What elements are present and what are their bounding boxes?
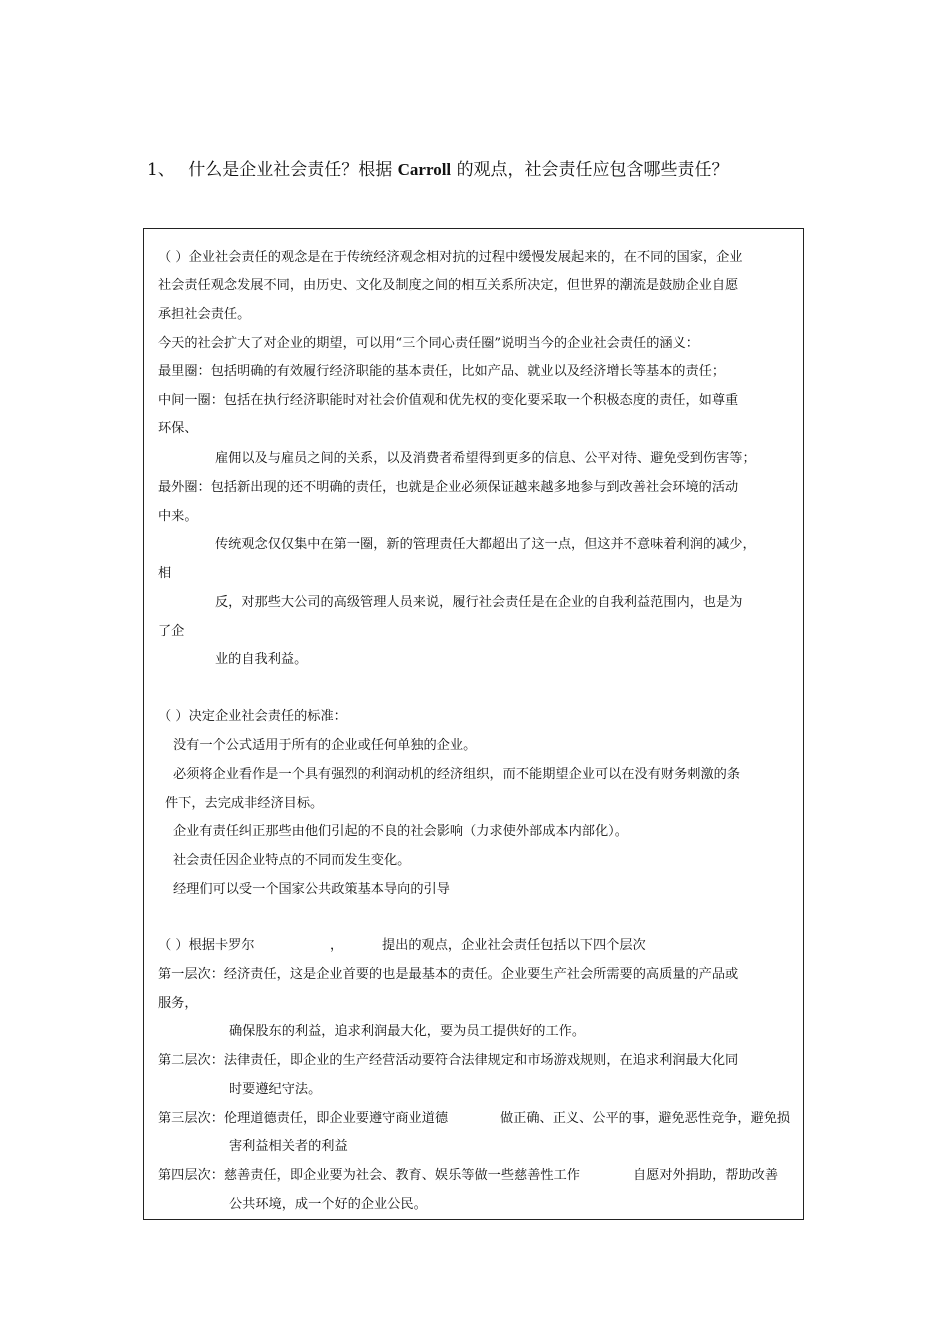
answer-line: 社会责任观念发展不同，由历史、文化及制度之间的相互关系所决定，但世界的潮流是鼓励企业自愿 [158,278,739,293]
question-title [147,157,847,183]
answer-line: 了企 [158,624,185,639]
answer-line: 经理们可以受一个国家公共政策基本导向的引导 [173,882,450,897]
answer-line: 中间一圈：包括在执行经济职能时对社会价值观和优先权的变化要采取一个积极态度的责任，如尊重 [158,393,739,408]
question-name: Carroll [397,160,452,179]
answer-line: 必须将企业看作是一个具有强烈的利润动机的经济组织，而不能期望企业可以在没有财务刺激的条 [173,767,741,782]
answer-line: 公共环境，成一个好的企业公民。 [229,1197,427,1212]
answer-line: 第四层次：慈善责任，即企业要为社会、教育、娱乐等做一些慈善性工作 [158,1168,580,1183]
answer-line: ， [330,938,344,953]
answer-line: 社会责任因企业特点的不同而发生变化。 [173,853,411,868]
answer-line: 企业有责任纠正那些由他们引起的不良的社会影响（力求使外部成本内部化）。 [173,824,628,839]
answer-line: 环保、 [158,421,198,436]
answer-line: 业的自我利益。 [215,652,308,667]
answer-line: 第二层次：法律责任，即企业的生产经营活动要符合法律规定和市场游戏规则，在追求利润最大化同 [158,1053,739,1068]
answer-line: 确保股东的利益，追求利润最大化，要为员工提供好的工作。 [229,1024,586,1039]
answer-line: 件下，去完成非经济目标。 [165,796,324,811]
answer-line: 今天的社会扩大了对企业的期望，可以用“三个同心责任圈”说明当今的企业社会责任的涵义： [158,336,699,351]
answer-line: （ ）企业社会责任的观念是在于传统经济观念相对抗的过程中缓慢发展起来的，在不同的国家，企业 [158,250,743,265]
answer-line: 反，对那些大公司的高级管理人员来说，履行社会责任是在企业的自我利益范围内，也是为 [215,595,743,610]
answer-line: 雇佣以及与雇员之间的关系，以及消费者希望得到更多的信息、公平对待、避免受到伤害等； [215,451,756,466]
answer-line: 做正确、正义、公平的事，避免恶性竞争，避免损 [500,1111,791,1126]
answer-line: 传统观念仅仅集中在第一圈，新的管理责任大都超出了这一点，但这并不意味着利润的减少， [215,537,756,552]
question-number: 1、 [147,160,175,180]
answer-line: 服务， [158,996,198,1011]
answer-line: 提出的观点，企业社会责任包括以下四个层次 [382,938,646,953]
question-text-before: 什么是企业社会责任？根据 [188,160,393,180]
answer-line: （ ）决定企业社会责任的标准： [158,709,347,724]
answer-line: 第三层次：伦理道德责任，即企业要遵守商业道德 [158,1111,449,1126]
answer-line: 最外圈：包括新出现的还不明确的责任，也就是企业必须保证越来越多地参与到改善社会环境的活动 [158,480,739,495]
answer-line: 第一层次：经济责任，这是企业首要的也是最基本的责任。企业要生产社会所需要的高质量的产品或 [158,967,739,982]
answer-line: 相 [158,566,172,581]
answer-line: 时要遵纪守法。 [229,1082,322,1097]
answer-line: 自愿对外捐助，帮助改善 [633,1168,779,1183]
answer-line: （ ）根据卡罗尔 [158,938,255,953]
answer-line: 承担社会责任。 [158,307,251,322]
answer-line: 没有一个公式适用于所有的企业或任何单独的企业。 [173,738,477,753]
answer-line: 最里圈：包括明确的有效履行经济职能的基本责任，比如产品、就业以及经济增长等基本的责任； [158,364,726,379]
question-text-after: 的观点，社会责任应包含哪些责任？ [456,160,729,180]
answer-line: 害利益相关者的利益 [229,1139,348,1154]
answer-line: 中来。 [158,509,198,524]
